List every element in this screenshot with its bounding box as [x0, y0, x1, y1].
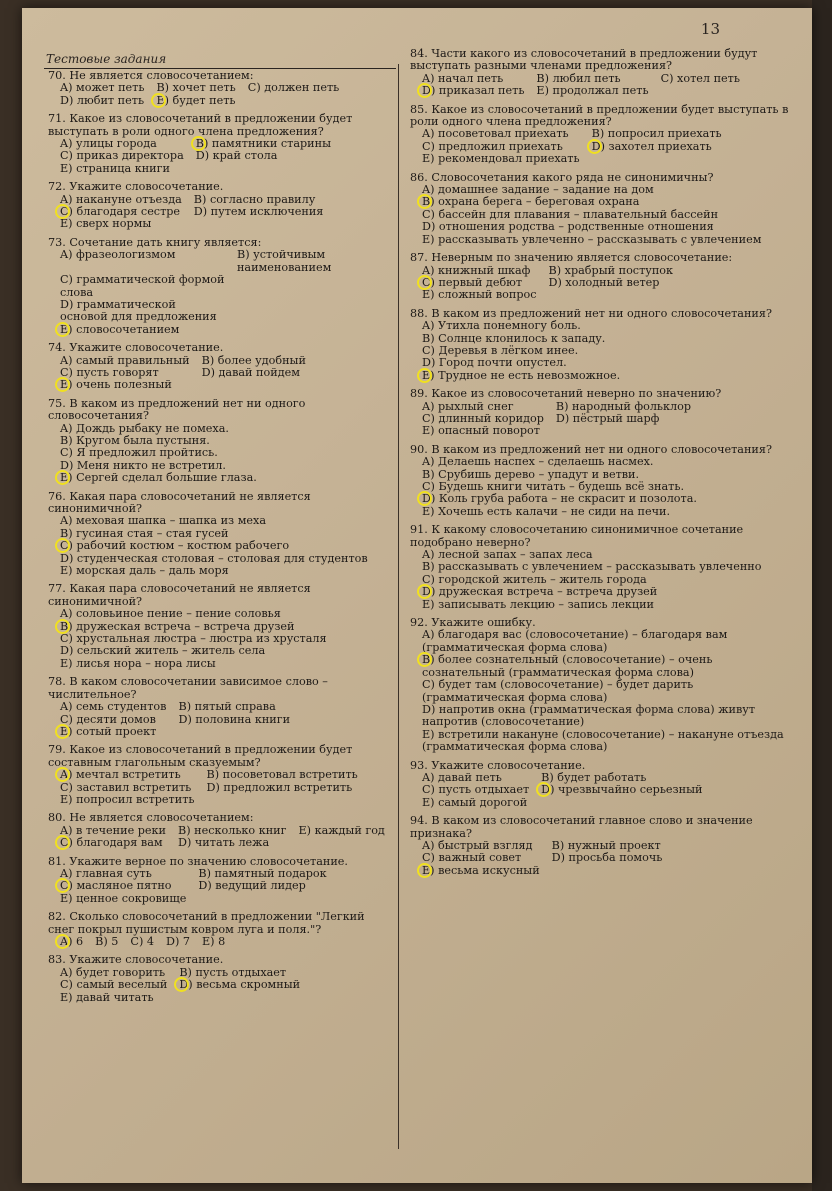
answer-option: C) пусть говорят: [60, 365, 159, 379]
question-text: 94. В каком из словосочетаний главное слово и значение признака?: [410, 814, 753, 840]
answer-option: E) встретили накануне (словосочетание) – накануне отъезда (грамматическая форма слова): [422, 727, 784, 754]
answer-option: E) опасный поворот: [422, 424, 540, 438]
answer-option: D) давай пойдем: [201, 365, 300, 379]
answer-option: D) ведущий лидер: [198, 879, 306, 893]
answer-options: [60, 82, 393, 107]
answer-option: B) нужный проект: [551, 838, 661, 852]
question-text: 86. Словосочетания какого ряда не синонимичны?: [410, 170, 714, 184]
answer-option-selected: B) дружеская встреча – встреча друзей: [60, 621, 327, 633]
answer-option: B) любил петь: [536, 71, 621, 85]
answer-option: E) рекомендовал приехать: [422, 152, 580, 166]
answer-option: D) просьба помочь: [551, 851, 663, 865]
answer-options: [422, 265, 790, 302]
answer-option: A) главная суть: [60, 866, 152, 880]
answer-option: D) 7: [166, 935, 191, 948]
answer-option: B) Срубишь дерево – упадут и ветви.: [422, 467, 640, 481]
answer-options: [60, 967, 393, 1004]
answer-option: A) фразеологизмом: [60, 248, 176, 262]
answer-option: D) отношения родства – родственные отношения: [422, 220, 714, 234]
answer-option-selected: A) мечтал встретить: [60, 769, 194, 781]
answer-option: [237, 299, 393, 324]
answer-option: A) самый правильный: [60, 353, 190, 367]
answer-option: A) будет говорить: [60, 965, 166, 979]
answer-options: [422, 73, 790, 98]
answer-option: A) может петь: [60, 81, 145, 95]
answer-option: D) любит петь: [60, 93, 145, 107]
answer-option-selected: D) приказал петь: [422, 84, 525, 98]
answer-option: E) 8: [202, 935, 226, 948]
answer-option: E) самый дорогой: [422, 795, 528, 809]
answer-option: C) 4: [130, 935, 154, 948]
answer-option: D) половина книги: [178, 712, 291, 726]
answer-option-selected: D) чрезвычайно серьезный: [541, 783, 703, 797]
answer-option: A) лесной запах – запах леса: [422, 548, 593, 562]
answer-option: B) рассказывать с увлечением – рассказывать увлеченно: [422, 560, 762, 574]
answer-option: C) хотел петь: [660, 71, 740, 85]
question-text: 82. Сколько словосочетаний в предложении "Легкий снег покрыл пушистым ковром луга и поля."?: [48, 910, 365, 936]
question-block: [410, 48, 790, 98]
answer-option: B) памятный подарок: [198, 866, 327, 880]
answer-option: D) Город почти опустел.: [422, 356, 567, 370]
answer-option: C) будет там (словосочетание) – будет дарить (грамматическая форма слова): [422, 678, 694, 704]
question-block: [48, 237, 393, 336]
answer-option: B) будет работать: [541, 770, 647, 784]
answer-option: C) пусть отдыхает: [422, 783, 530, 797]
answer-options: [422, 401, 790, 438]
answer-option: D) напротив окна (грамматическая форма слова) живут напротив (словосочетание): [422, 702, 756, 729]
question-text: 91. К какому словосочетанию синонимичное сочетание подобрано неверно?: [410, 523, 744, 549]
answer-option: B) пятый справа: [178, 700, 276, 714]
answer-option-selected: B) охрана берега – береговая охрана: [422, 196, 761, 208]
answer-option-selected: E) весьма искусный: [422, 863, 540, 877]
answer-option: C) десяти домов: [60, 712, 156, 726]
answer-option: A) благодаря вас (словосочетание) – благодаря вам (грамматическая форма слова): [422, 628, 728, 654]
answer-option: E) попросил встретить: [60, 792, 195, 806]
answer-option: C) приказ директора: [60, 149, 184, 163]
answer-option: C) самый веселый: [60, 978, 168, 992]
answer-options: [60, 868, 393, 905]
question-block: [410, 104, 790, 166]
answer-option: B) хочет петь: [156, 81, 236, 95]
question-block: [48, 583, 393, 670]
answer-option-selected: A) 6: [60, 935, 84, 948]
answer-options: [60, 423, 393, 485]
answer-option: A) накануне отъезда: [60, 192, 182, 206]
answer-option: E) страница книги: [60, 161, 170, 175]
question-text: 83. Укажите словосочетание.: [48, 953, 224, 967]
answer-option: A) книжный шкаф: [422, 263, 531, 277]
question-block: [410, 252, 790, 302]
answer-options: [60, 936, 393, 948]
answer-option: D) путем исключения: [193, 205, 324, 219]
question-text: 85. Какое из словосочетаний в предложении будет выступать в роли одного члена предложения?: [410, 102, 789, 129]
answer-option: C) бассейн для плавания – плавательный бассейн: [422, 207, 719, 221]
question-text: 71. Какое из словосочетаний в предложении будет выступать в роли одного члена предложения?: [48, 112, 353, 138]
answer-options: [60, 355, 393, 392]
answer-option: B) пусть отдыхает: [179, 965, 287, 979]
answer-option-selected: D) весьма скромный: [179, 978, 301, 992]
answer-option: B) храбрый поступок: [548, 263, 674, 277]
answer-option-selected: C) масляное пятно: [60, 880, 186, 892]
answer-option: D) пёстрый шарф: [555, 411, 660, 425]
answer-option-selected: D) Коль груба работа – не скрасит и позолота.: [422, 492, 697, 506]
answer-option: E) ценное сокровище: [60, 891, 187, 905]
answer-option: E) Хочешь есть калачи – не сиди на печи.: [422, 504, 670, 518]
question-block: [48, 676, 393, 738]
answer-option: E) каждый год: [298, 823, 385, 837]
question-text: 92. Укажите ошибку.: [410, 616, 536, 630]
answer-option: A) Утихла понемногу боль.: [422, 319, 581, 333]
answer-options: [422, 549, 790, 611]
answer-option-selected: E) сотый проект: [60, 726, 166, 738]
answer-options: [422, 772, 790, 809]
answer-option-selected: C) первый дебют: [422, 277, 537, 289]
answer-option-selected: E) будет петь: [156, 93, 236, 107]
answer-options: [422, 184, 790, 246]
question-block: [48, 744, 393, 806]
question-text: 77. Какая пара словосочетаний не является синонимичной?: [48, 582, 311, 608]
answer-options: [60, 138, 393, 175]
answer-option-selected: E) очень полезный: [60, 379, 190, 391]
answer-option: D) холодный ветер: [548, 275, 660, 289]
answer-option-selected: C) благодаря сестре: [60, 205, 181, 219]
answer-option-selected: E) Сергей сделал большие глаза.: [60, 471, 257, 485]
answer-options: [422, 128, 790, 165]
answer-options: [60, 515, 393, 577]
answer-option: E) сложный вопрос: [422, 288, 537, 302]
answer-option: B) Солнце клонилось к западу.: [422, 331, 606, 345]
question-text: 87. Неверным по значению является словосочетание:: [410, 251, 733, 265]
question-block: [410, 815, 790, 877]
answer-option: B) народный фольклор: [555, 399, 692, 413]
question-text: 76. Какая пара словосочетаний не является синонимичной?: [48, 489, 311, 515]
question-text: 75. В каком из предложений нет ни одного словосочетания?: [48, 396, 306, 423]
answer-option: E) давай читать: [60, 990, 154, 1004]
answer-option: E) лисья нора – нора лисы: [60, 656, 216, 670]
answer-option: E) морская даль – даль моря: [60, 564, 229, 578]
answer-option-selected: B) памятники старины: [195, 137, 332, 151]
question-block: [48, 954, 393, 1004]
answer-option-selected: B) более сознательный (словосочетание) – очень сознательный (грамматическая форма слова): [422, 654, 790, 679]
answer-option-selected: D) дружеская встреча – встреча друзей: [422, 586, 761, 598]
question-block: [410, 524, 790, 611]
question-block: [410, 444, 790, 518]
answer-option: B) согласно правилу: [193, 192, 316, 206]
answer-option: D) предложил встретить: [206, 780, 353, 794]
answer-option: A) в течение реки: [60, 823, 167, 837]
question-text: 78. В каком словосочетании зависимое слово – числительное?: [48, 675, 328, 701]
answer-option: A) меховая шапка – шапка из меха: [60, 514, 267, 528]
answer-option: D) Меня никто не встретил.: [60, 458, 226, 472]
answer-option-selected: C) рабочий костюм – костюм рабочего: [60, 540, 368, 552]
answer-option: C) заставил встретить: [60, 780, 192, 794]
question-text: 81. Укажите верное по значению словосочетание.: [48, 854, 348, 868]
answer-options: [422, 320, 790, 382]
question-text: 84. Части какого из словосочетаний в предложении будут выступать разными членами предложения?: [410, 47, 758, 73]
answer-option: C) хрустальная люстра – люстра из хрусталя: [60, 632, 327, 646]
answer-options: [60, 194, 393, 231]
answer-option: [237, 274, 393, 299]
answer-options: [60, 249, 393, 336]
answer-option: A) Делаешь наспех – сделаешь насмех.: [422, 455, 654, 469]
answer-option: A) рыхлый снег: [422, 399, 514, 413]
answer-option: A) начал петь: [422, 71, 504, 85]
answer-option: D) грамматической основой для предложения: [60, 297, 217, 324]
answer-option: A) быстрый взгляд: [422, 838, 533, 852]
answer-option: C) Деревья в лёгком инее.: [422, 343, 579, 357]
question-block: [410, 388, 790, 438]
answer-option: C) грамматической формой слова: [60, 273, 225, 299]
question-block: [410, 760, 790, 810]
answer-options: [422, 629, 790, 753]
answer-option: C) предложил приехать: [422, 139, 563, 153]
answer-option: C) городской житель – житель города: [422, 572, 647, 586]
answer-option-selected: E) словосочетанием: [60, 324, 225, 336]
answer-option: C) Будешь книги читать – будешь всё знать.: [422, 480, 684, 493]
question-block: [48, 911, 393, 948]
answer-option: E) сверх нормы: [60, 217, 152, 231]
answer-option: B) устойчивым наименованием: [236, 248, 332, 274]
answer-option: D) край стола: [195, 149, 278, 163]
answer-options: [422, 840, 790, 877]
answer-option: C) важный совет: [422, 851, 522, 865]
question-text: 93. Укажите словосочетание.: [410, 758, 586, 772]
answer-option: B) 5: [95, 935, 119, 948]
answer-options: [60, 825, 393, 850]
answer-option: A) соловьиное пение – пение соловья: [60, 607, 281, 621]
answer-option: B) несколько книг: [178, 823, 287, 837]
answer-option: A) посоветовал приехать: [422, 127, 569, 141]
question-block: [410, 308, 790, 382]
textbook-page: [22, 8, 812, 1183]
answer-option: A) семь студентов: [60, 700, 167, 714]
answer-option: D) студенческая столовая – столовая для студентов: [60, 551, 368, 565]
question-text: 72. Укажите словосочетание.: [48, 180, 224, 194]
answer-option: B) Кругом была пустыня.: [60, 433, 210, 447]
background-edge: [812, 0, 832, 1191]
question-text: 89. Какое из словосочетаний неверно по значению?: [410, 387, 722, 401]
answer-options: [60, 701, 393, 738]
section-header: Тестовые задания: [46, 52, 167, 66]
answer-option: C) длинный коридор: [422, 411, 544, 425]
answer-option: C) Я предложил пройтись.: [60, 446, 218, 460]
answer-option-selected: E) Трудное не есть невозможное.: [422, 368, 621, 382]
question-block: [48, 812, 393, 849]
answer-options: [60, 608, 393, 670]
answer-option: E) продолжал петь: [536, 84, 649, 98]
answer-option: D) сельский житель – житель села: [60, 644, 266, 658]
column-divider: [398, 64, 399, 1149]
question-block: [410, 617, 790, 753]
question-block: [48, 856, 393, 906]
question-text: 90. В каком из предложений нет ни одного словосочетания?: [410, 442, 772, 456]
answer-option-selected: D) захотел приехать: [592, 141, 722, 153]
question-text: 80. Не является словосочетанием:: [48, 811, 254, 825]
question-block: [48, 398, 393, 485]
answer-option: A) домашнее задание – задание на дом: [422, 183, 654, 197]
answer-option: E) записывать лекцию – запись лекции: [422, 597, 654, 611]
answer-option: B) гусиная стая – стая гусей: [60, 526, 229, 540]
question-text: 70. Не является словосочетанием:: [48, 69, 254, 82]
question-block: [48, 113, 393, 175]
question-block: [410, 172, 790, 246]
answer-option: B) более удобный: [201, 353, 306, 367]
question-text: 79. Какое из словосочетаний в предложении будет составным глагольным сказуемым?: [48, 743, 353, 769]
question-text: 73. Сочетание дать книгу является:: [48, 235, 262, 249]
question-block: [48, 181, 393, 231]
answer-option: A) давай петь: [422, 770, 502, 784]
answer-option: E) рассказывать увлеченно – рассказывать с увлечением: [422, 232, 762, 246]
question-block: [48, 491, 393, 578]
answer-option-selected: C) благодаря вам: [60, 837, 166, 849]
right-column: [410, 48, 790, 883]
answer-option: B) посоветовал встретить: [206, 768, 358, 782]
question-block: [48, 342, 393, 392]
page-number: 13: [700, 20, 720, 38]
answer-options: [60, 769, 393, 806]
left-column: [48, 70, 393, 1010]
question-text: 88. В каком из предложений нет ни одного словосочетания?: [410, 306, 772, 320]
question-block: [48, 70, 393, 107]
answer-option: A) улицы города: [60, 137, 157, 151]
answer-option: B) попросил приехать: [591, 127, 722, 141]
answer-options: [422, 456, 790, 518]
answer-option: A) Дождь рыбаку не помеха.: [60, 421, 229, 435]
question-text: 74. Укажите словосочетание.: [48, 341, 224, 355]
answer-option: D) читать лежа: [178, 836, 270, 850]
answer-option: C) должен петь: [247, 81, 340, 95]
